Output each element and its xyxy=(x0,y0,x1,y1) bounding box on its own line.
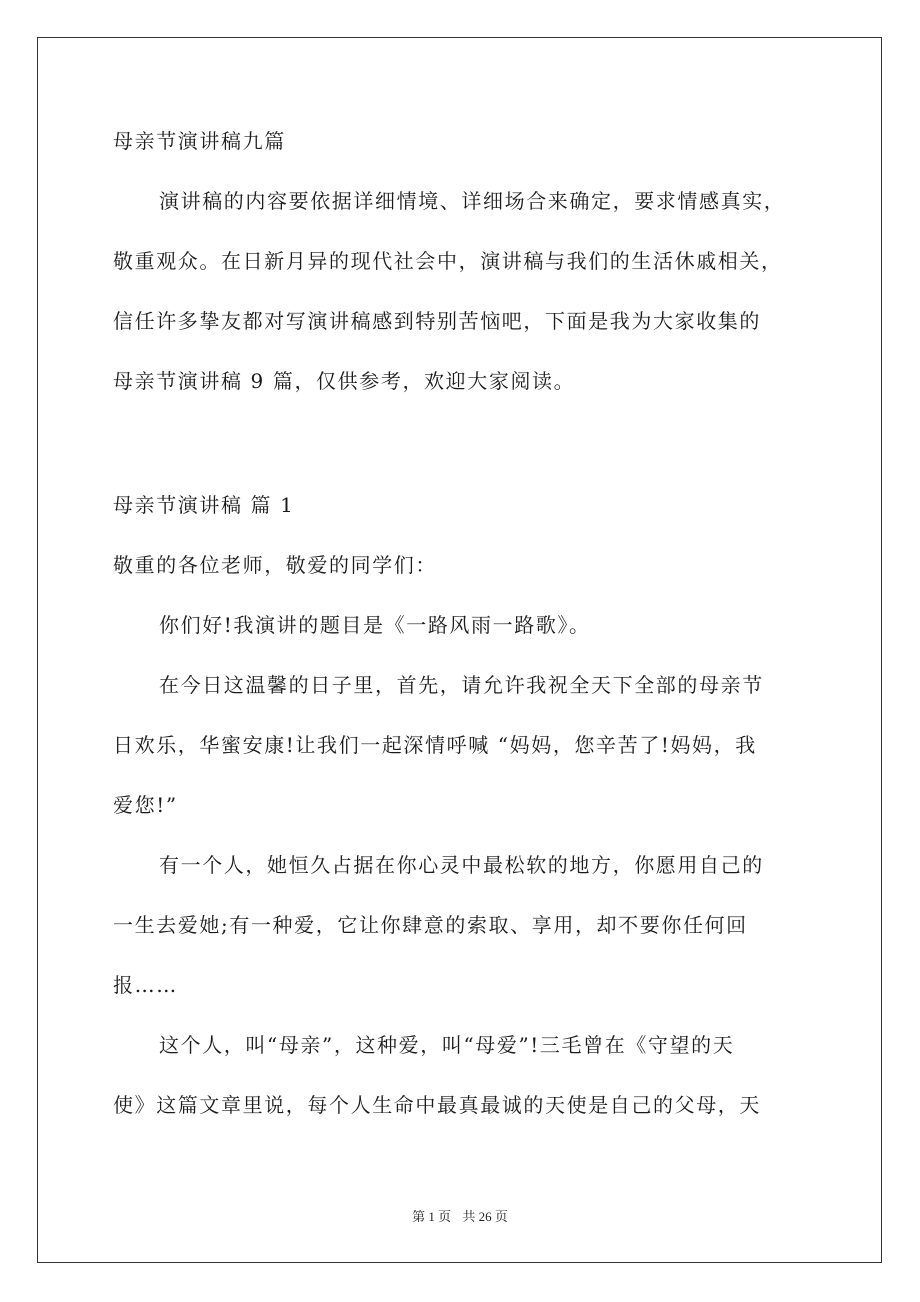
body-line: 一生去爱她;有一种爱，它让你肆意的索取、享用，却不要你任何回 xyxy=(113,913,748,937)
section-heading: 母亲节演讲稿 篇 1 xyxy=(113,493,295,517)
body-line: 日欢乐，华蜜安康!让我们一起深情呼喊 “妈妈，您辛苦了!妈妈，我 xyxy=(113,733,757,757)
page-border xyxy=(37,37,882,1263)
document-title: 母亲节演讲稿九篇 xyxy=(113,129,286,153)
body-line: 在今日这温馨的日子里，首先，请允许我祝全天下全部的母亲节 xyxy=(159,673,764,697)
body-line: 你们好!我演讲的题目是《一路风雨一路歌》。 xyxy=(159,613,591,637)
greeting: 敬重的各位老师，敬爱的同学们： xyxy=(113,553,437,577)
current-page-label: 第 1 页 xyxy=(412,1209,452,1224)
total-pages-label: 共 26 页 xyxy=(462,1209,508,1224)
body-line: 爱您!” xyxy=(113,793,178,817)
intro-line: 信任许多挚友都对写演讲稿感到特别苦恼吧，下面是我为大家收集的 xyxy=(113,309,761,333)
intro-line: 敬重观众。在日新月异的现代社会中，演讲稿与我们的生活休戚相关， xyxy=(113,249,783,273)
page-footer xyxy=(0,1206,920,1225)
intro-line: 演讲稿的内容要依据详细情境、详细场合来确定，要求情感真实， xyxy=(159,189,786,213)
body-line: 有一个人，她恒久占据在你心灵中最松软的地方，你愿用自己的 xyxy=(159,853,764,877)
body-line: 报…… xyxy=(113,973,178,997)
body-line: 这个人，叫“母亲”，这种爱，叫“母爱”!三毛曾在《守望的天 xyxy=(159,1033,735,1057)
intro-line: 母亲节演讲稿 9 篇，仅供参考，欢迎大家阅读。 xyxy=(113,369,576,393)
body-line: 使》这篇文章里说，每个人生命中最真最诚的天使是自己的父母，天 xyxy=(113,1093,761,1117)
